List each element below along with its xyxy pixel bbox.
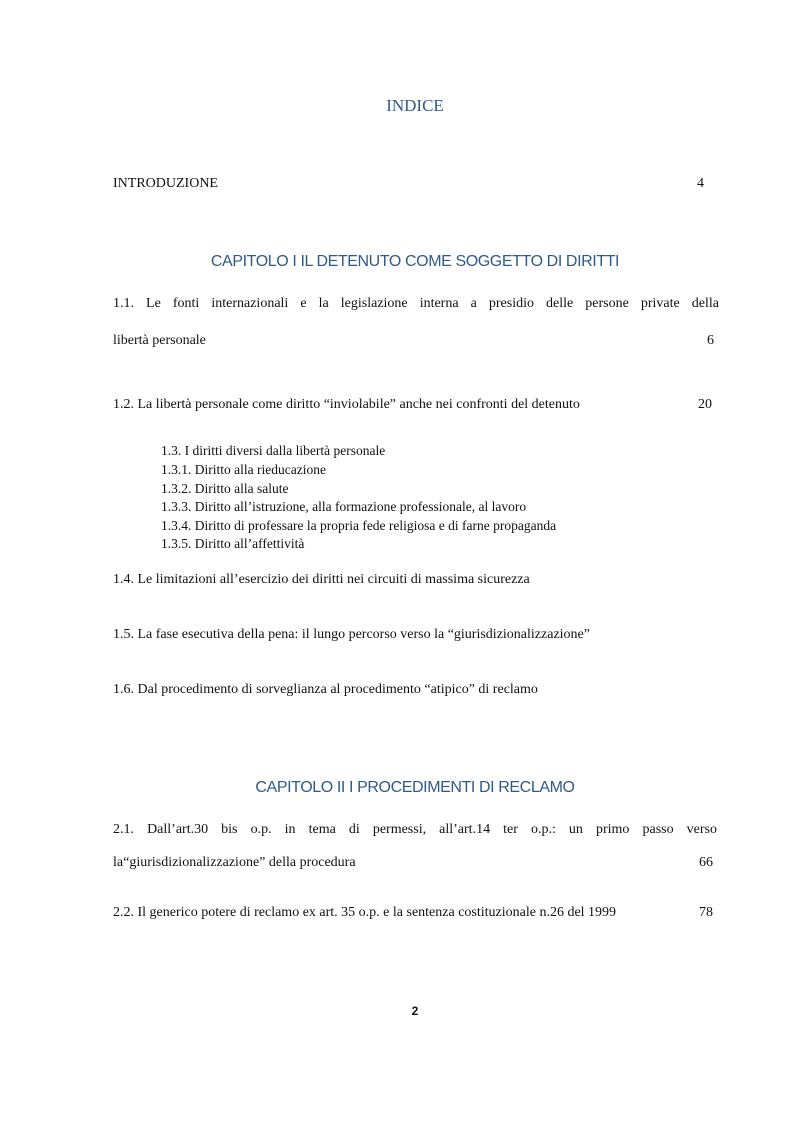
toc-subentry-1-3-1[interactable]: 1.3.1. Diritto alla rieducazione <box>161 462 326 477</box>
toc-entry-1-6[interactable]: 1.6. Dal procedimento di sorveglianza al procedimento “atipico” di reclamo <box>113 682 538 697</box>
toc-entry-1-5[interactable]: 1.5. La fase esecutiva della pena: il lungo percorso verso la “giurisdizionalizzazione” <box>113 627 590 642</box>
toc-intro-label[interactable]: INTRODUZIONE <box>113 176 218 191</box>
toc-entry-1-1-page: 6 <box>707 333 714 348</box>
toc-entry-2-1-line2[interactable]: la“giurisdizionalizzazione” della procedura <box>113 855 356 870</box>
toc-entry-2-2[interactable]: 2.2. Il generico potere di reclamo ex art. 35 o.p. e la sentenza costituzionale n.26 del 1999 <box>113 905 617 920</box>
toc-entry-1-1-line2[interactable]: libertà personale <box>113 333 206 348</box>
page-number: 2 <box>411 1004 419 1018</box>
toc-intro-page: 4 <box>697 176 704 191</box>
toc-entry-2-2-page: 78 <box>699 905 713 920</box>
toc-subentry-1-3-4[interactable]: 1.3.4. Diritto di professare la propria fede religiosa e di farne propaganda <box>161 518 557 533</box>
toc-entry-2-1-page: 66 <box>699 855 713 870</box>
toc-entry-1-2[interactable]: 1.2. La libertà personale come diritto “inviolabile” anche nei confronti del detenuto <box>113 397 580 412</box>
toc-subentry-1-3[interactable]: 1.3. I diritti diversi dalla libertà personale <box>161 443 386 458</box>
toc-entry-1-4[interactable]: 1.4. Le limitazioni all’esercizio dei diritti nei circuiti di massima sicurezza <box>113 572 530 587</box>
toc-subentry-1-3-5[interactable]: 1.3.5. Diritto all’affettività <box>161 536 305 551</box>
toc-entry-1-2-page: 20 <box>698 397 712 412</box>
toc-entry-1-1-line1[interactable]: 1.1. Le fonti internazionali e la legislazione interna a presidio delle persone private della <box>113 296 719 311</box>
toc-subentry-1-3-3[interactable]: 1.3.3. Diritto all’istruzione, alla formazione professionale, al lavoro <box>161 499 527 514</box>
toc-subentry-1-3-2[interactable]: 1.3.2. Diritto alla salute <box>161 481 289 496</box>
toc-entry-2-1-line1[interactable]: 2.1. Dall’art.30 bis o.p. in tema di permessi, all’art.14 ter o.p.: un primo passo verso <box>113 822 717 837</box>
chapter-1-heading[interactable]: CAPITOLO I IL DETENUTO COME SOGGETTO DI DIRITTI <box>210 253 620 270</box>
chapter-2-heading[interactable]: CAPITOLO II I PROCEDIMENTI DI RECLAMO <box>255 779 575 796</box>
index-title: INDICE <box>386 96 444 115</box>
